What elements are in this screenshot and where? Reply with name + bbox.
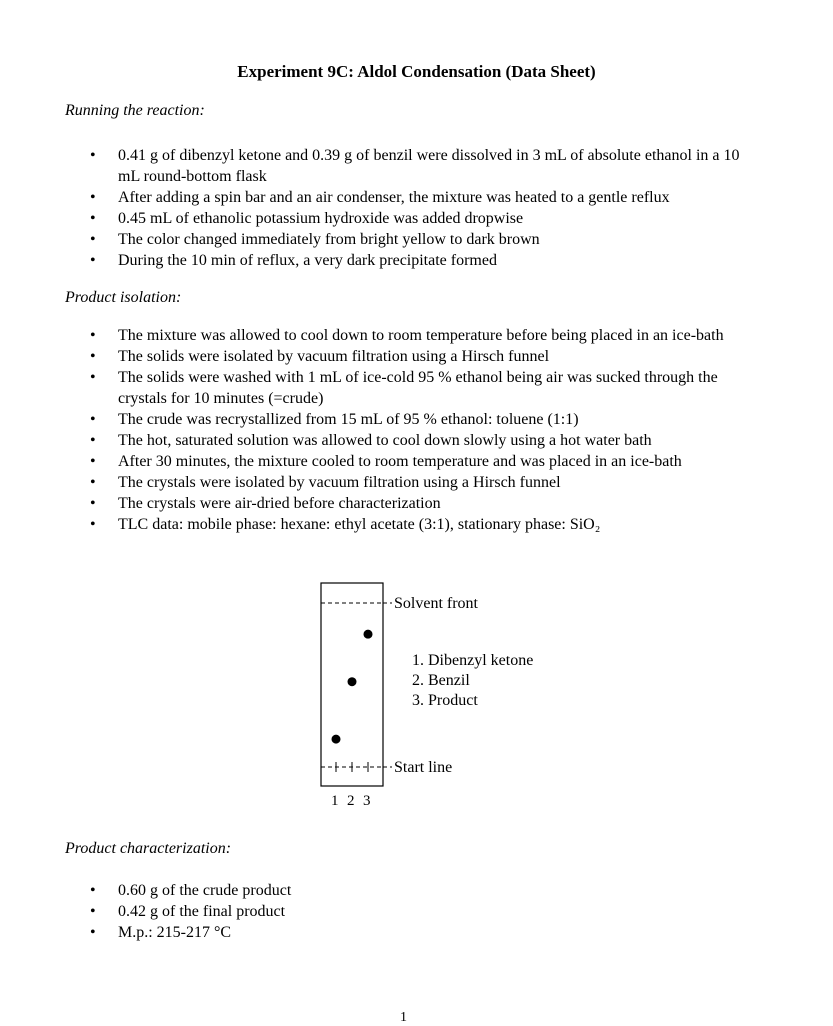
list-item: • M.p.: 215-217 °C [0,922,760,943]
list-item: • After 30 minutes, the mixture cooled to room temperature and was placed in an ice-bath [0,451,760,472]
lane-label-3: 3 [363,793,371,809]
page-title: Experiment 9C: Aldol Condensation (Data Sheet) [237,62,596,81]
list-item: • After adding a spin bar and an air condenser, the mixture was heated to a gentle reflux [0,187,760,208]
list-item: • 0.42 g of the final product [0,901,760,922]
tlc-spot-dibenzyl-ketone [332,735,341,744]
list-item: • The solids were washed with 1 mL of ice-cold 95 % ethanol being air was sucked through the crystals for 10 minutes (=crude) [0,367,760,409]
tlc-spot-product [364,630,373,639]
lane-label-2: 2 [347,793,355,809]
page-number: 1 [400,1010,407,1025]
characterization-heading: Product characterization: [65,840,232,857]
tlc-spot-benzil [348,677,357,686]
list-item: • During the 10 min of reflux, a very dark precipitate formed [0,250,760,271]
legend-item-2: 2. Benzil [412,672,470,689]
list-item: • TLC data: mobile phase: hexane: ethyl acetate (3:1), stationary phase: SiO₂ [0,514,760,535]
solvent-front-label: Solvent front [394,595,478,612]
running-heading: Running the reaction: [65,102,205,119]
start-line-label: Start line [394,759,453,776]
list-item: • The hot, saturated solution was allowed to cool down slowly using a hot water bath [0,430,760,451]
list-item: • The color changed immediately from bright yellow to dark brown [0,229,760,250]
list-item: • The solids were isolated by vacuum filtration using a Hirsch funnel [0,346,760,367]
list-item: • 0.60 g of the crude product [0,880,760,901]
legend-item-3: 3. Product [412,692,478,709]
list-item: • 0.41 g of dibenzyl ketone and 0.39 g of benzil were dissolved in 3 mL of absolute ethanol in a 10 mL round-bottom flask [0,145,760,187]
isolation-heading: Product isolation: [65,289,182,306]
lane-label-1: 1 [331,793,339,809]
list-item: • 0.45 mL of ethanolic potassium hydroxide was added dropwise [0,208,760,229]
legend-item-1: 1. Dibenzyl ketone [412,652,534,669]
list-item: • The crude was recrystallized from 15 mL of 95 % ethanol: toluene (1:1) [0,409,760,430]
list-item: • The crystals were air-dried before characterization [0,493,760,514]
list-item: • The crystals were isolated by vacuum filtration using a Hirsch funnel [0,472,760,493]
list-item: • The mixture was allowed to cool down to room temperature before being placed in an ice-bath [0,325,760,346]
characterization-list [0,880,760,943]
